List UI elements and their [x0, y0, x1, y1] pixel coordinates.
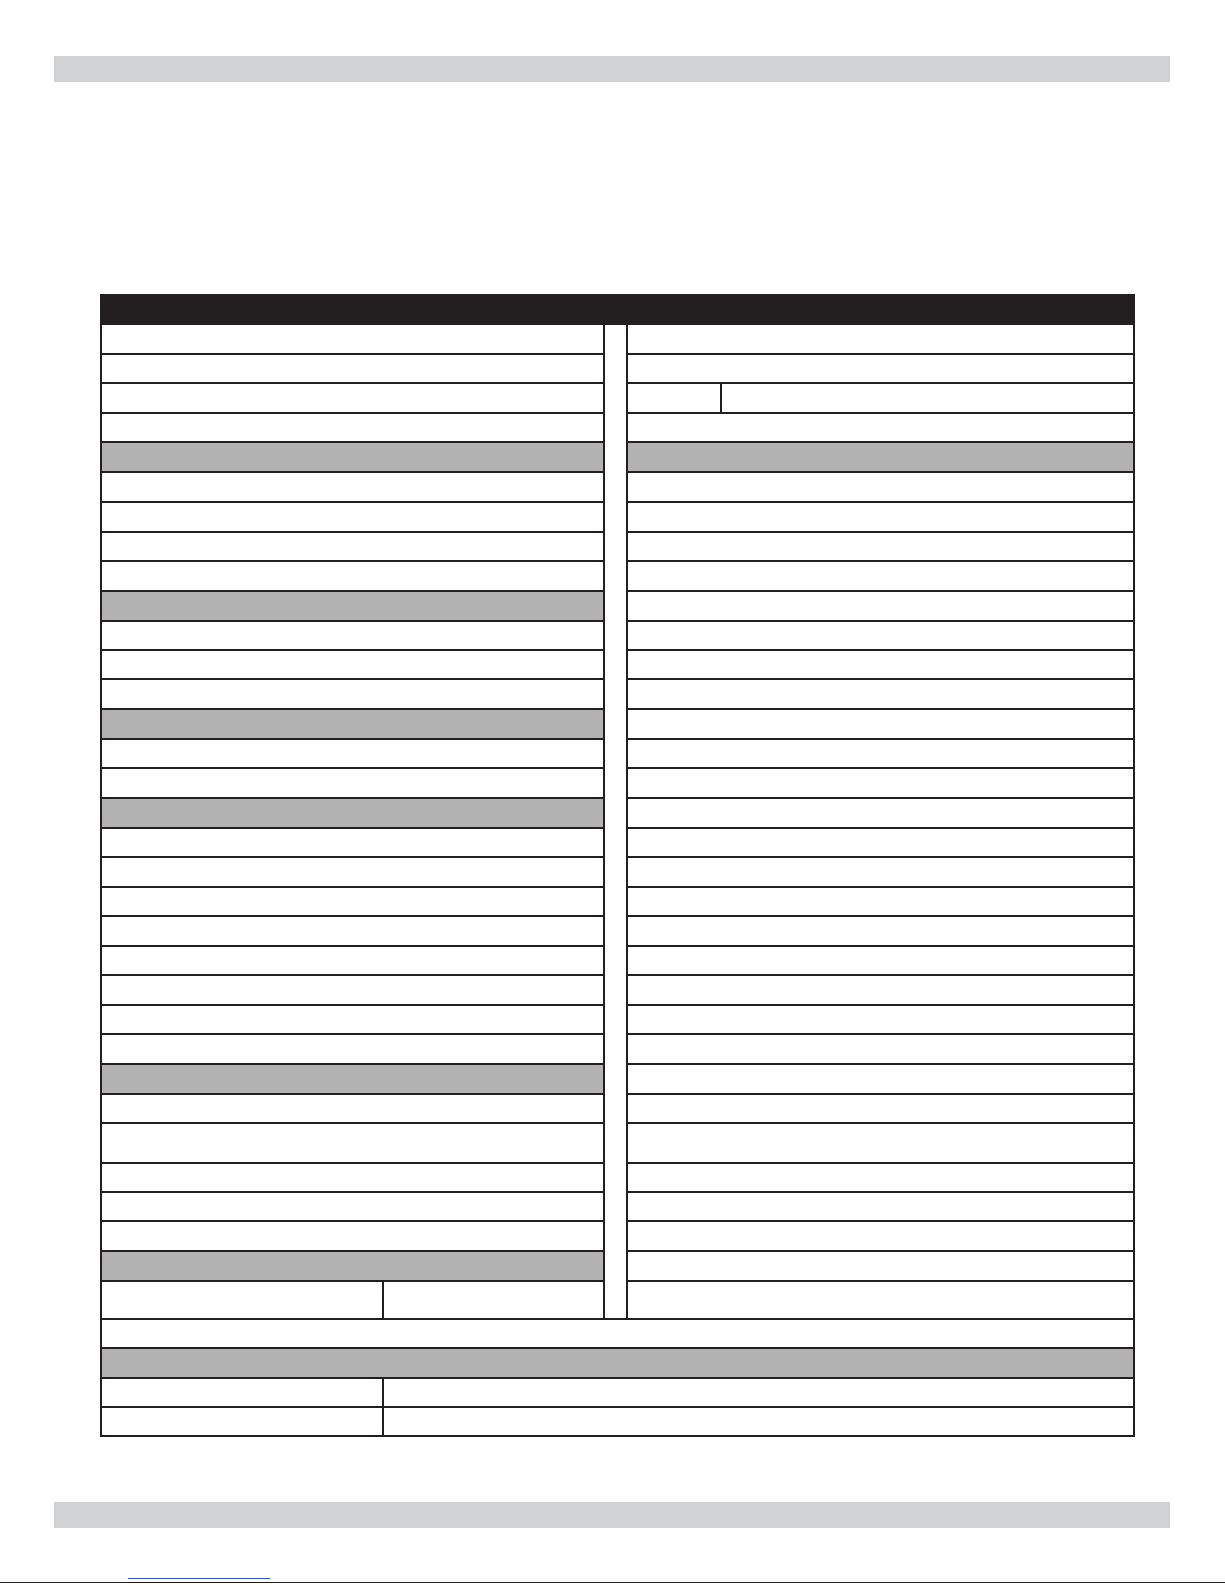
left-row-cell	[104, 622, 600, 649]
footer-row-label	[104, 1408, 378, 1434]
page-footer-band	[54, 1502, 1170, 1528]
left-row-cell	[104, 533, 600, 560]
right-row-cell	[631, 473, 1131, 501]
left-row-cell	[104, 592, 600, 620]
divider-right-rule	[626, 325, 628, 1318]
left-row-cell	[104, 947, 600, 974]
left-row-cell	[104, 740, 600, 767]
left-row-cell	[104, 769, 600, 797]
left-row-cell	[104, 917, 600, 945]
page-bottom-rule	[0, 1582, 1225, 1583]
left-row-cell	[104, 327, 600, 353]
right-row-cell	[631, 1193, 1131, 1220]
right-row-cell	[631, 829, 1131, 856]
right-row-cell	[631, 1124, 1131, 1162]
table-border-right	[1133, 294, 1135, 1437]
right-row-cell	[631, 622, 1131, 649]
left-row-rule	[100, 1280, 604, 1282]
right-row-cell	[631, 1164, 1131, 1191]
right-row-cell	[631, 562, 1131, 590]
left-row-cell	[104, 1006, 600, 1033]
footer-row-value	[388, 1379, 1131, 1405]
left-row-cell	[104, 384, 600, 412]
right-row-cell	[631, 947, 1131, 974]
left-row-cell	[104, 651, 600, 678]
right-row-cell	[631, 1252, 1131, 1280]
left-row-cell	[104, 1124, 600, 1162]
full-row-rule	[100, 1347, 1135, 1349]
footer-section-header	[102, 1348, 1133, 1377]
footer-row-label	[104, 1379, 378, 1405]
left-row-cell	[104, 414, 600, 441]
footer-split-rule	[382, 1377, 384, 1435]
table-border-left	[100, 294, 102, 1437]
left-row-cell	[104, 1222, 600, 1250]
left-row-cell	[104, 799, 600, 827]
right-row-cell	[631, 384, 1131, 412]
right-row-cell	[631, 414, 1131, 441]
right-row-cell	[631, 1095, 1131, 1122]
right-row-rule	[627, 1280, 1135, 1282]
left-row-cell	[104, 443, 600, 471]
left-row-cell	[104, 355, 600, 382]
right-row-cell	[631, 1065, 1131, 1093]
left-row-cell	[104, 503, 600, 531]
right-row-cell	[631, 799, 1131, 827]
right-row-cell	[631, 1006, 1131, 1033]
left-row-cell	[104, 680, 600, 708]
left-row-cell	[104, 888, 600, 915]
left-row-cell	[104, 829, 600, 856]
right-row-cell	[631, 592, 1131, 620]
right-row-cell	[631, 503, 1131, 531]
left-row-cell	[104, 1095, 600, 1122]
left-row-cell	[104, 976, 600, 1004]
right-row-cell	[631, 1222, 1131, 1250]
right-row-cell	[631, 327, 1131, 353]
right-row-cell	[631, 710, 1131, 738]
page-header-band	[54, 56, 1170, 82]
left-row-cell	[104, 562, 600, 590]
right-row-cell	[631, 651, 1131, 678]
left-row-cell	[104, 1065, 600, 1093]
left-row-cell	[104, 1193, 600, 1220]
right-row-cell	[631, 443, 1131, 471]
divider-left-rule	[603, 325, 605, 1318]
right-row-cell	[631, 888, 1131, 915]
left-row-cell	[104, 1252, 600, 1280]
left-row-cell	[104, 1035, 600, 1063]
footer-row-value	[388, 1408, 1131, 1434]
right-row-cell	[631, 680, 1131, 708]
right-row-cell	[631, 355, 1131, 382]
left-row-cell	[104, 858, 600, 886]
footer-note	[104, 1320, 1131, 1346]
right-row-cell	[631, 1035, 1131, 1063]
table-border-bottom	[100, 1435, 1135, 1437]
left-bottom-split-rule	[382, 1280, 384, 1318]
table-title-bar	[100, 294, 1135, 325]
footer-link-underline[interactable]	[128, 1578, 270, 1579]
left-row-cell	[104, 710, 600, 738]
right-row-cell	[631, 858, 1131, 886]
right-row-cell	[631, 769, 1131, 797]
right-row-cell	[631, 917, 1131, 945]
left-row-cell	[104, 1164, 600, 1191]
right-row-cell	[631, 533, 1131, 560]
right-row-cell	[631, 976, 1131, 1004]
right-row-cell	[631, 740, 1131, 767]
left-row-cell	[104, 473, 600, 501]
